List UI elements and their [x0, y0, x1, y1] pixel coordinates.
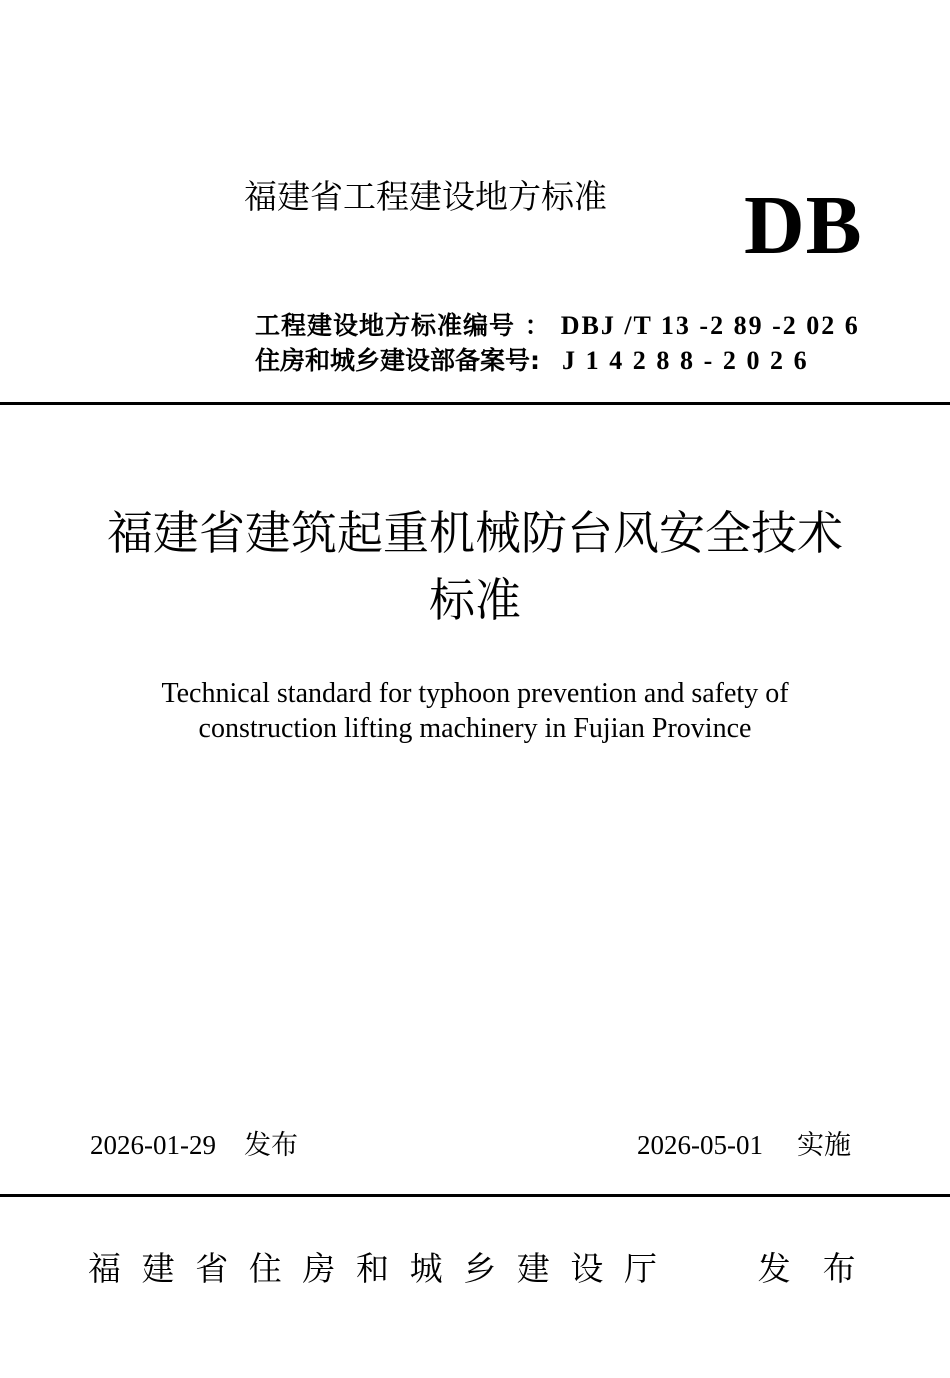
english-title-line-1: Technical standard for typhoon prevention and safety of	[161, 678, 789, 709]
effective-date-row	[637, 1128, 851, 1163]
chinese-title	[0, 500, 950, 634]
standard-number-row	[255, 310, 860, 342]
filing-number-row	[255, 345, 817, 377]
publisher-name: 福建省住房和城乡建设厅	[88, 1249, 678, 1288]
publish-date: 2026-01-29	[90, 1130, 216, 1160]
filing-number-label: 住房和城乡建设部备案号:	[255, 346, 540, 375]
english-title-line-2: construction lifting machinery in Fujian Province	[198, 713, 752, 744]
series-title: 福建省工程建设地方标准	[244, 177, 607, 216]
publish-date-row	[90, 1128, 298, 1163]
chinese-title-line-1: 福建省建筑起重机械防台风安全技术	[107, 506, 843, 560]
effective-label: 实施	[796, 1130, 851, 1161]
top-divider	[0, 402, 950, 405]
filing-number-value: J14288-2026	[562, 346, 818, 375]
publish-label: 发布	[243, 1130, 298, 1161]
standard-number-label: 工程建设地方标准编号 ：	[255, 311, 551, 340]
chinese-title-line-2: 标准	[429, 573, 521, 627]
standard-number-value: DBJ /T 13 -2 89 -2 02 6	[560, 311, 860, 340]
bottom-divider	[0, 1194, 950, 1197]
effective-date: 2026-05-01	[637, 1130, 763, 1160]
publisher-action: 发布	[757, 1249, 888, 1288]
english-title	[0, 676, 950, 746]
db-mark: DB	[744, 179, 863, 272]
publisher-row	[88, 1247, 888, 1291]
